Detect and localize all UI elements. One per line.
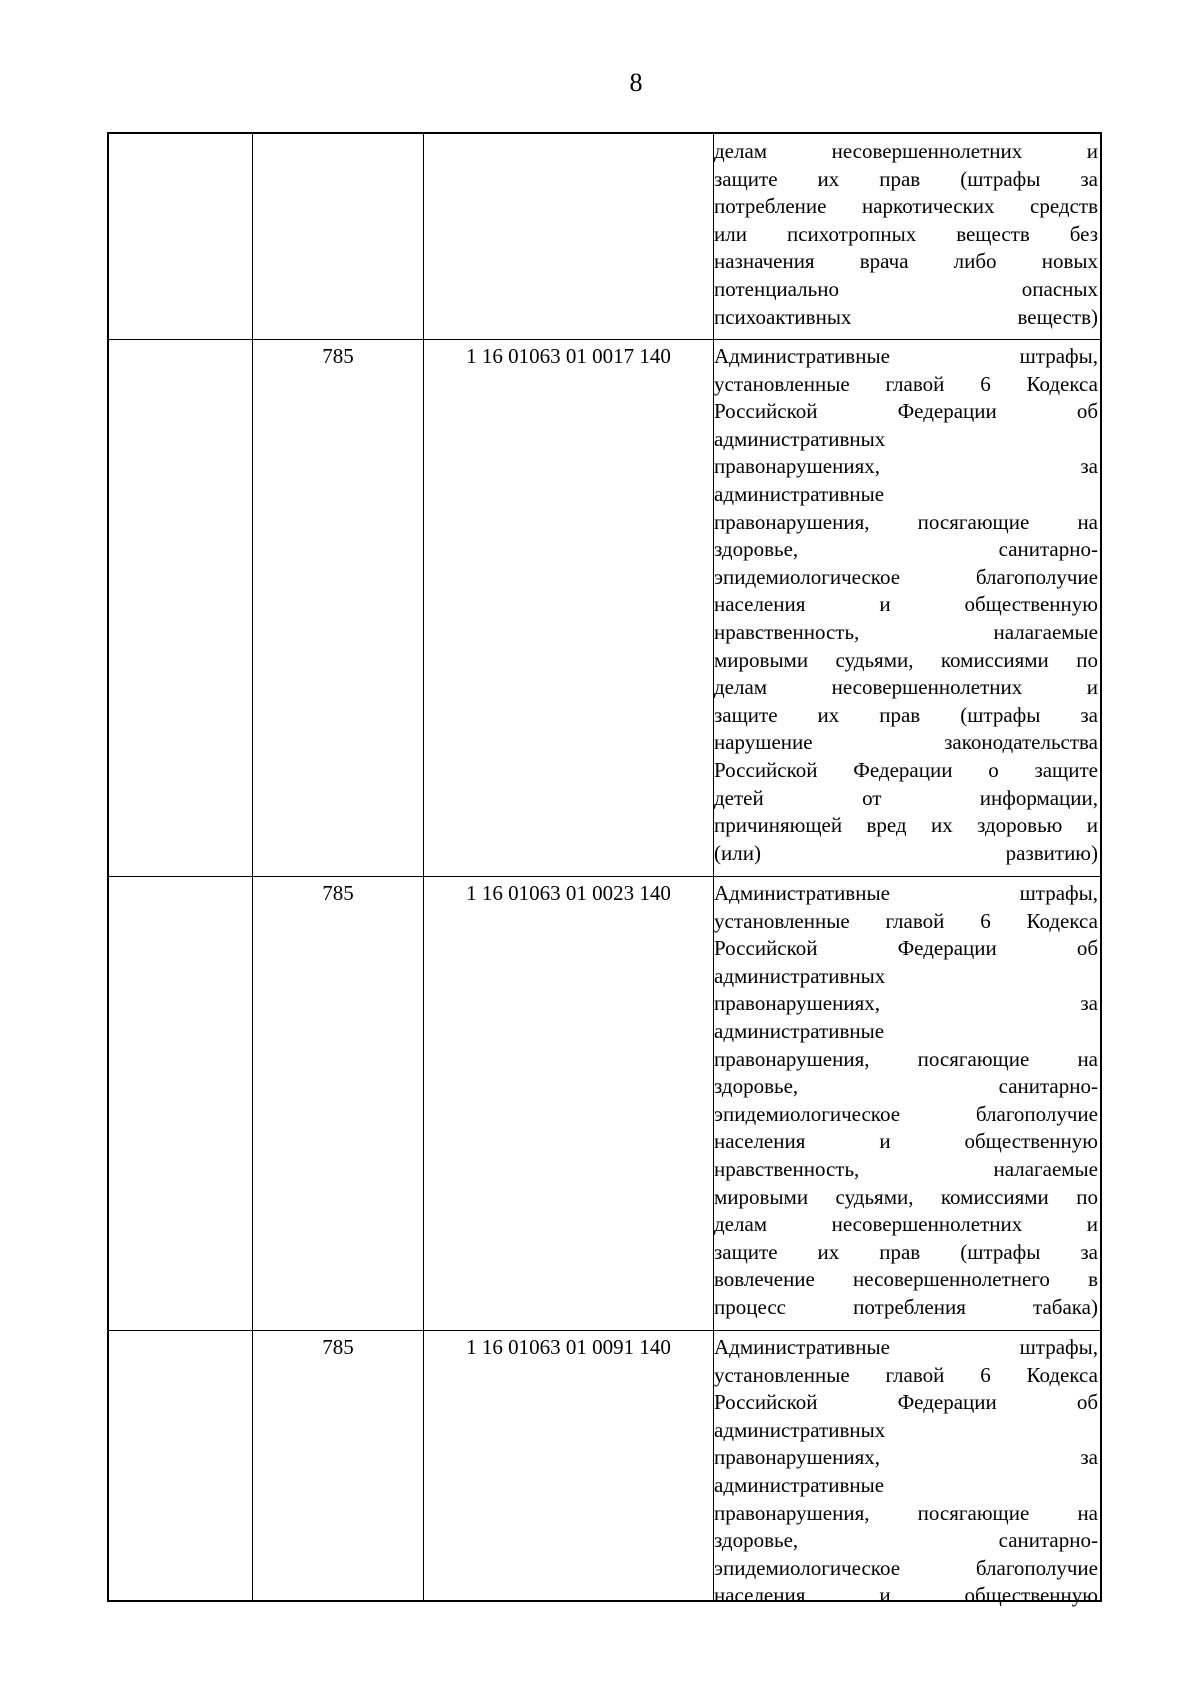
description-line: административных [714,426,886,451]
description-line: административных [714,963,886,988]
description-line: административные [714,481,885,506]
description-cell [714,880,1098,1322]
description-line: Административные штрафы, [714,344,1098,368]
description-line: процесс потребления табака) [714,1294,1098,1319]
description-line: (или) развитию) [714,840,1098,865]
table-row [109,339,1100,865]
admin-code-cell: 785 [322,1335,354,1359]
description-line: правонарушениях, за [714,1445,1098,1470]
description-line: детей от информации, [714,785,1098,810]
description-line: административные [714,1472,885,1497]
admin-code-cell: 785 [322,881,354,905]
description-line: правонарушения, посягающие на [714,509,1098,534]
description-line: эпидемиологическое благополучие [714,1101,1098,1126]
description-line: психоактивных веществ) [714,304,1098,329]
description-line: защите их прав (штрафы за [714,702,1098,727]
description-line: установленные главой 6 Кодекса [714,908,1098,933]
income-code-cell: 1 16 01063 01 0091 140 [466,1335,671,1359]
description-line: защите их прав (штрафы за [714,1239,1098,1264]
description-line: потребление наркотических средств [714,194,1098,219]
description-line: правонарушениях, за [714,991,1098,1016]
description-line: или психотропных веществ без [714,221,1098,246]
budget-codes-table [107,132,1102,1608]
description-line: населения и общественную [714,592,1098,617]
description-cell [714,138,1098,331]
description-line: Административные штрафы, [714,881,1098,905]
description-line: административные [714,1018,885,1043]
description-line: установленные главой 6 Кодекса [714,1362,1098,1387]
description-line: установленные главой 6 Кодекса [714,371,1098,396]
page-number: 8 [629,68,643,97]
description-line: правонарушения, посягающие на [714,1500,1098,1525]
description-line: Российской Федерации об [714,936,1098,961]
income-code-cell: 1 16 01063 01 0023 140 [466,881,671,905]
description-line: защите их прав (штрафы за [714,166,1098,191]
description-line: мировыми судьями, комиссиями по [714,647,1098,672]
description-line: Российской Федерации о защите [714,757,1098,782]
description-line: административных [714,1417,886,1442]
description-line: назначения врача либо новых [714,249,1098,274]
description-line: нравственность, налагаемые [714,619,1098,644]
description-cell [714,1334,1098,1610]
description-line: нравственность, налагаемые [714,1156,1098,1181]
description-line: Российской Федерации об [714,1390,1098,1415]
description-line: населения и общественную [714,1583,1098,1608]
description-line: делам несовершеннолетних и [714,139,1098,163]
description-line: здоровье, санитарно- [714,537,1098,562]
description-line: потенциально опасных [714,276,1098,301]
description-line: делам несовершеннолетних и [714,675,1098,700]
description-line: мировыми судьями, комиссиями по [714,1184,1098,1209]
description-line: здоровье, санитарно- [714,1074,1098,1099]
description-line: Российской Федерации об [714,399,1098,424]
description-line: нарушение законодательства [714,730,1098,755]
admin-code-cell: 785 [322,344,354,368]
description-line: эпидемиологическое благополучие [714,1555,1098,1580]
description-line: правонарушения, посягающие на [714,1046,1098,1071]
description-line: причиняющей вред их здоровью и [714,813,1098,838]
description-line: населения и общественную [714,1129,1098,1154]
description-line: здоровье, санитарно- [714,1528,1098,1553]
description-line: вовлечение несовершеннолетнего в [714,1267,1098,1292]
description-line: делам несовершеннолетних и [714,1212,1098,1237]
table-row [109,876,1100,1319]
table-row [109,1330,1100,1608]
description-line: правонарушениях, за [714,454,1098,479]
description-cell [714,343,1098,867]
income-code-cell: 1 16 01063 01 0017 140 [466,344,671,368]
description-line: эпидемиологическое благополучие [714,564,1098,589]
description-line: Административные штрафы, [714,1335,1098,1359]
